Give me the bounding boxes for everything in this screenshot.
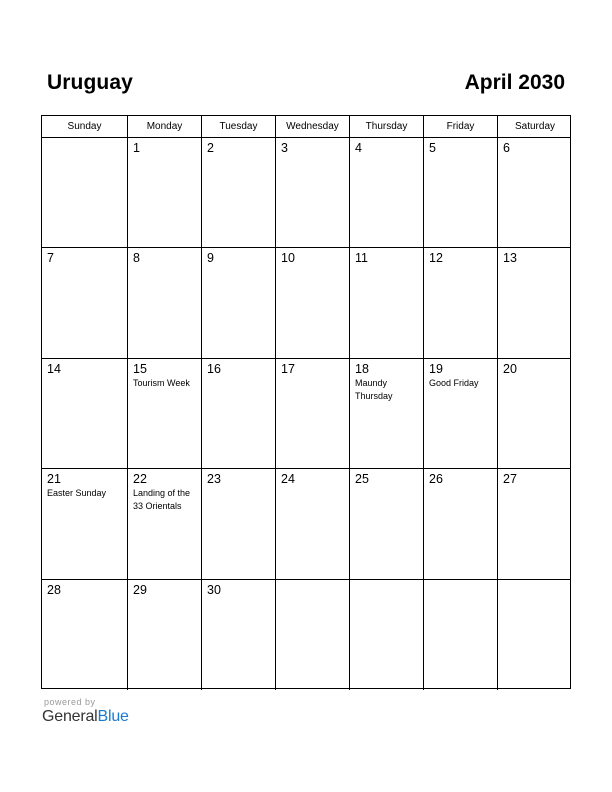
brand-logo[interactable] — [42, 708, 129, 726]
holiday-label: Easter Sunday — [47, 488, 107, 499]
day-cell — [202, 359, 276, 468]
day-number: 23 — [207, 472, 221, 487]
weekday-header-saturday: Saturday — [514, 121, 556, 132]
holiday-label: Landing of the 33 Orientals — [133, 488, 191, 512]
holiday-label: Maundy Thursday — [355, 377, 393, 401]
day-cell — [276, 248, 350, 357]
day-number: 19 — [429, 361, 443, 376]
day-cell — [202, 580, 276, 690]
week-row — [42, 580, 570, 690]
day-cell — [42, 580, 128, 690]
weekday-header-monday: Monday — [128, 116, 202, 137]
day-cell — [424, 248, 498, 357]
weekday-header-wednesday: Wednesday — [276, 116, 350, 137]
day-number: 15 — [133, 361, 147, 376]
country-title: Uruguay — [47, 71, 133, 94]
day-number: 5 — [429, 141, 436, 155]
day-cell — [424, 359, 498, 468]
weekday-header-tuesday: Tuesday — [202, 116, 276, 137]
day-cell — [42, 138, 128, 247]
day-cell — [276, 359, 350, 468]
month-title: April 2030 — [464, 71, 565, 94]
day-cell — [424, 469, 498, 578]
week-row — [42, 138, 570, 248]
calendar-grid — [41, 115, 571, 689]
day-cell — [276, 580, 350, 690]
day-number: 6 — [503, 141, 510, 155]
week-row — [42, 359, 570, 469]
day-cell — [498, 469, 572, 578]
day-number: 17 — [281, 361, 295, 376]
powered-by-text: powered by — [44, 697, 96, 707]
day-number: 10 — [281, 251, 295, 266]
day-cell — [350, 359, 424, 468]
weekday-header-sunday: Sunday — [42, 116, 128, 137]
day-cell — [128, 580, 202, 690]
day-number: 13 — [503, 251, 517, 266]
day-number: 12 — [429, 251, 443, 266]
day-number: 20 — [503, 361, 517, 376]
day-number: 4 — [355, 141, 362, 155]
day-cell — [128, 138, 202, 247]
day-cell — [42, 359, 128, 468]
day-cell — [498, 359, 572, 468]
day-cell — [42, 469, 128, 578]
holiday-label: Good Friday — [429, 377, 479, 388]
day-cell — [498, 138, 572, 247]
day-cell — [350, 469, 424, 578]
day-number: 21 — [47, 472, 61, 487]
day-number: 22 — [133, 472, 147, 487]
day-cell — [424, 138, 498, 247]
week-row — [42, 248, 570, 358]
weekday-header-row — [42, 116, 570, 138]
day-cell — [350, 138, 424, 247]
day-cell — [202, 248, 276, 357]
day-cell — [128, 248, 202, 357]
week-row — [42, 469, 570, 579]
day-number: 24 — [281, 472, 295, 487]
day-number: 27 — [503, 472, 517, 487]
day-number: 18 — [355, 361, 369, 376]
day-number: 3 — [281, 141, 288, 155]
day-number: 30 — [207, 582, 221, 597]
day-cell — [42, 248, 128, 357]
day-number: 14 — [47, 361, 61, 376]
day-number: 1 — [133, 141, 140, 155]
weekday-header-friday: Friday — [424, 116, 498, 137]
brand-name-general: General — [42, 708, 98, 725]
holiday-label: Tourism Week — [133, 377, 190, 388]
day-number: 11 — [355, 251, 368, 266]
day-cell — [202, 138, 276, 247]
day-cell — [498, 580, 572, 690]
weeks-container — [42, 138, 570, 690]
day-number: 7 — [47, 251, 54, 266]
day-cell — [350, 580, 424, 690]
day-number: 28 — [47, 582, 61, 597]
day-cell — [424, 580, 498, 690]
day-number: 8 — [133, 251, 140, 266]
day-number: 25 — [355, 472, 369, 487]
day-cell — [202, 469, 276, 578]
brand-name-blue: Blue — [97, 708, 129, 725]
day-cell — [350, 248, 424, 357]
weekday-header-thursday: Thursday — [350, 116, 424, 137]
day-number: 9 — [207, 251, 214, 266]
day-number: 2 — [207, 141, 214, 155]
day-number: 16 — [207, 361, 221, 376]
day-cell — [498, 248, 572, 357]
day-cell — [276, 138, 350, 247]
day-cell — [128, 469, 202, 578]
day-cell — [128, 359, 202, 468]
day-cell — [276, 469, 350, 578]
day-number: 29 — [133, 582, 147, 597]
day-number: 26 — [429, 472, 443, 487]
